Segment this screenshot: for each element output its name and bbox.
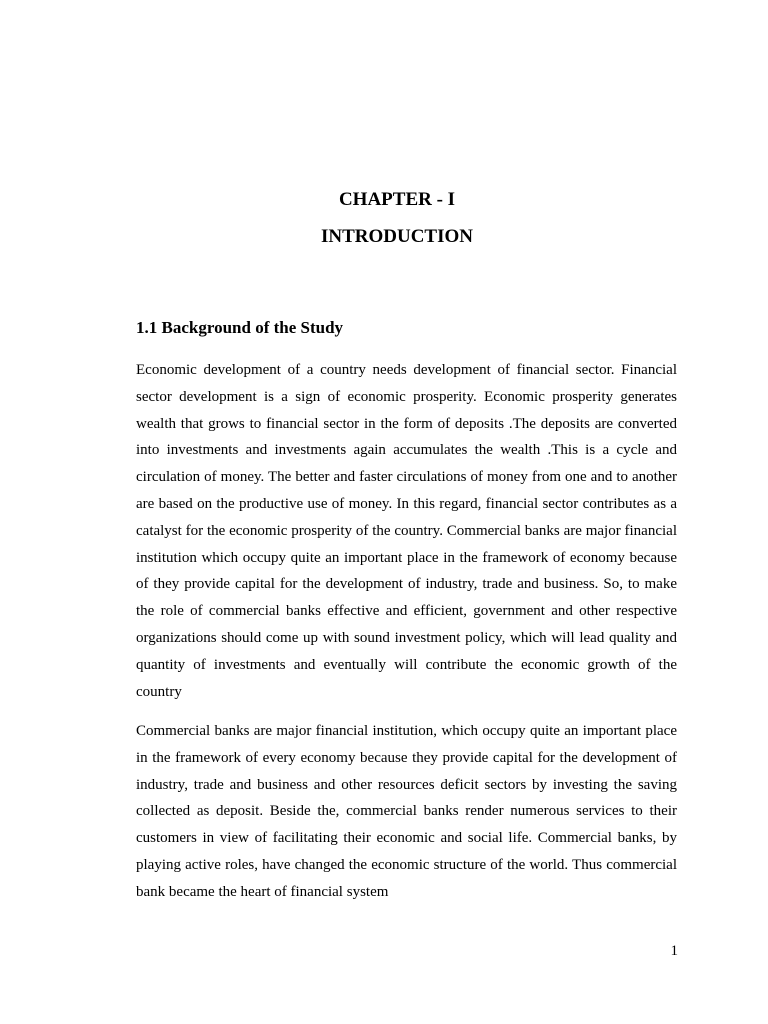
chapter-number: CHAPTER - I xyxy=(338,189,456,210)
page-number: 1 xyxy=(670,943,678,959)
section-heading: 1.1 Background of the Study xyxy=(136,318,344,337)
body-paragraph-1: Economic development of a country needs development of financial sector. Financial sector development is a sign of economic prosperity. Economic prosperity generates wealth that grows to financial sector in the form of deposits .The deposits are converted into investments and investments again accumulates the wealth .This is a cycle and circulation of money. The better and faster circulations of money from one and to another are based on the productive use of money. In this regard, financial sector contributes as a catalyst for the economic prosperity of the country. Commercial banks are major financial institution which occupy quite an important place in the framework of economy because of they provide capital for the development of industry, trade and business. So, to make the role of commercial banks effective and efficient, government and other respective organizations should come up with sound investment policy, which will lead quality and quantity of investments and eventually will contribute the economic growth of the country xyxy=(136,362,677,700)
body-paragraph-2: Commercial banks are major financial institution, which occupy quite an important place in the framework of every economy because they provide capital for the development of industry, trade and business and other resources deficit sectors by investing the saving collected as deposit. Beside the, commercial banks render numerous services to their customers in view of facilitating their economic and social life. Commercial banks, by playing active roles, have changed the economic structure of the world. Thus commercial bank became the heart of financial system xyxy=(136,723,677,900)
chapter-title: INTRODUCTION xyxy=(320,226,474,247)
